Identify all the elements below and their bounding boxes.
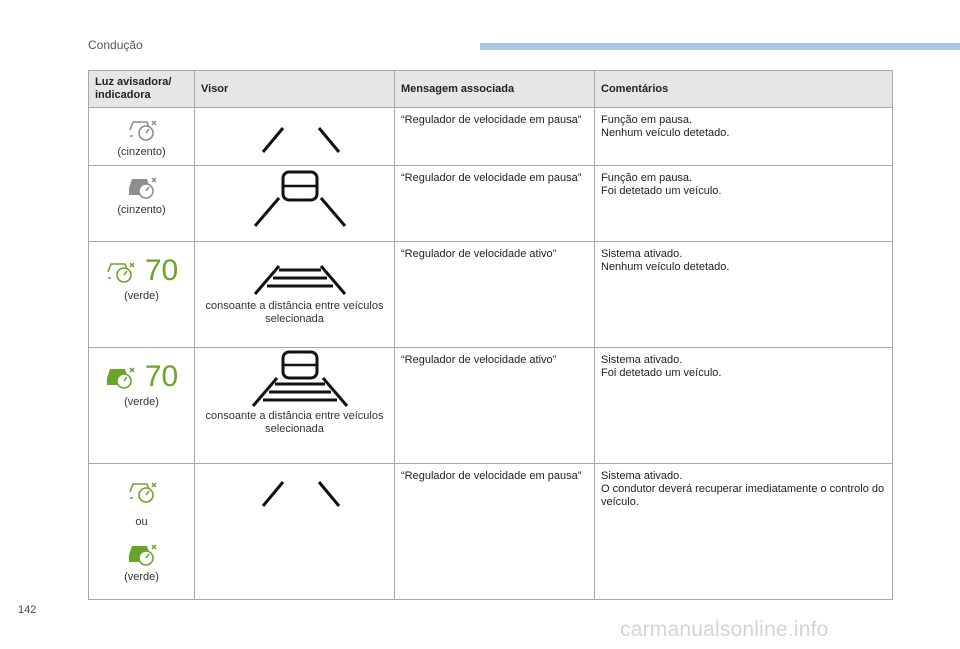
message-cell: “Regulador de velocidade em pausa” xyxy=(395,464,595,600)
comment-line: O condutor deverá recuperar imediatamente o controlo do veículo. xyxy=(601,483,885,508)
display-cell xyxy=(195,108,395,166)
lane-lines-distance-bars-icon xyxy=(195,242,395,300)
speed-value: 70 xyxy=(144,254,179,287)
warning-lights-table xyxy=(88,70,893,600)
cruise-control-outline-grey-icon xyxy=(127,116,157,142)
col-header-light: Luz avisadora/ indicadora xyxy=(89,71,195,108)
table-header-row xyxy=(89,71,893,108)
table-row xyxy=(89,242,893,348)
cruise-control-outline-green-icon xyxy=(105,258,135,284)
light-cell xyxy=(89,166,195,242)
comment-cell xyxy=(595,108,893,166)
display-cell xyxy=(195,166,395,242)
comment-line: Função em pausa. xyxy=(601,114,693,126)
comment-line: Nenhum veículo detetado. xyxy=(601,261,730,273)
table-row xyxy=(89,464,893,600)
light-cell xyxy=(89,464,195,600)
lane-lines-vehicle-distance-bars-icon xyxy=(195,348,395,410)
comment-line: Sistema ativado. xyxy=(601,470,683,482)
cruise-control-vehicle-green-icon xyxy=(105,364,135,390)
message-cell: “Regulador de velocidade em pausa” xyxy=(395,108,595,166)
section-title: Condução xyxy=(88,38,143,52)
comment-line: Nenhum veículo detetado. xyxy=(601,127,730,139)
lane-lines-icon xyxy=(195,464,395,514)
comment-line: Foi detetado um veículo. xyxy=(601,367,722,379)
comment-cell xyxy=(595,166,893,242)
message-cell: “Regulador de velocidade ativo” xyxy=(395,242,595,348)
display-cell xyxy=(195,464,395,600)
page-number: 142 xyxy=(18,604,37,616)
light-label: (verde) xyxy=(124,571,159,583)
comment-line: Sistema ativado. xyxy=(601,248,683,260)
cruise-control-vehicle-grey-icon xyxy=(127,174,157,200)
light-cell xyxy=(89,108,195,166)
lane-lines-icon xyxy=(195,108,395,164)
light-cell xyxy=(89,348,195,464)
col-header-display: Visor xyxy=(195,71,395,108)
watermark: carmanualsonline.info xyxy=(620,618,829,641)
message-cell: “Regulador de velocidade em pausa” xyxy=(395,166,595,242)
comment-cell xyxy=(595,242,893,348)
light-label: (cinzento) xyxy=(117,204,166,216)
comment-line: Foi detetado um veículo. xyxy=(601,185,722,197)
comment-line: Sistema ativado. xyxy=(601,354,683,366)
display-caption: consoante a distância entre veículos selecionada xyxy=(205,300,384,325)
col-header-message: Mensagem associada xyxy=(395,71,595,108)
header-bar xyxy=(480,43,960,50)
display-cell xyxy=(195,348,395,464)
comment-line: Função em pausa. xyxy=(601,172,693,184)
or-label: ou xyxy=(135,516,148,528)
table-row xyxy=(89,108,893,166)
speed-value: 70 xyxy=(144,360,179,393)
cruise-control-outline-green-icon xyxy=(127,478,157,504)
lane-lines-vehicle-icon xyxy=(195,166,395,240)
cruise-control-vehicle-green-icon xyxy=(127,541,157,567)
comment-cell xyxy=(595,348,893,464)
table-row xyxy=(89,166,893,242)
table-row xyxy=(89,348,893,464)
col-header-comments: Comentários xyxy=(595,71,893,108)
light-label: (verde) xyxy=(124,396,159,408)
display-caption: consoante a distância entre veículos selecionada xyxy=(205,410,384,435)
comment-cell xyxy=(595,464,893,600)
light-cell xyxy=(89,242,195,348)
display-cell xyxy=(195,242,395,348)
light-label: (cinzento) xyxy=(117,146,166,158)
light-label: (verde) xyxy=(124,290,159,302)
message-cell: “Regulador de velocidade ativo” xyxy=(395,348,595,464)
